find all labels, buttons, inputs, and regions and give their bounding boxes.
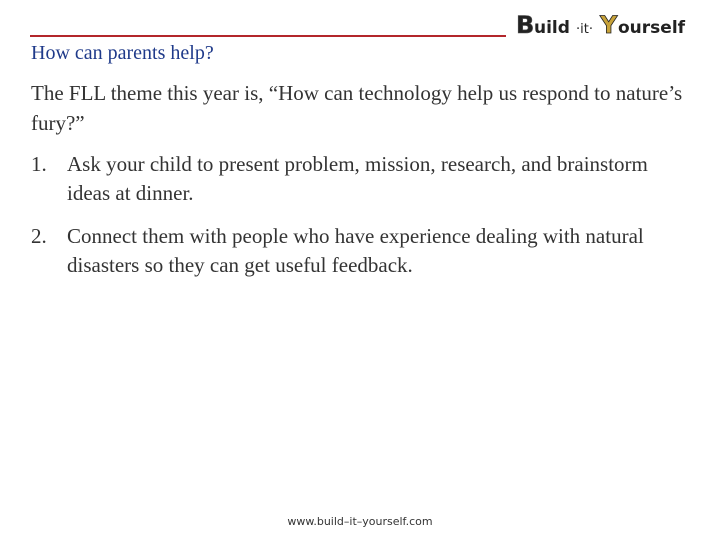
svg-text:uild: uild (534, 18, 570, 38)
list-item-number: 2. (31, 224, 47, 248)
title-rule (30, 35, 506, 37)
list-item-text: Ask your child to present problem, mission, research, and brainstorm ideas at dinner. (67, 152, 648, 205)
slide-title: How can parents help? (31, 42, 214, 64)
list-item (31, 222, 691, 280)
svg-text:·it·: ·it· (576, 22, 593, 37)
intro-paragraph: The FLL theme this year is, “How can technology help us respond to nature’s fury?” (31, 81, 683, 135)
footer-url: www.build–it–yourself.com (287, 515, 433, 528)
list-item-number: 1. (31, 152, 47, 176)
list-item (31, 150, 691, 208)
svg-text:Y: Y (600, 11, 618, 39)
tips-list (31, 150, 691, 294)
svg-text:ourself: ourself (618, 18, 686, 38)
list-item-text: Connect them with people who have experience dealing with natural disasters so they can get useful feedback. (67, 224, 644, 277)
svg-text:B: B (516, 11, 535, 39)
build-it-yourself-logo (514, 8, 694, 42)
